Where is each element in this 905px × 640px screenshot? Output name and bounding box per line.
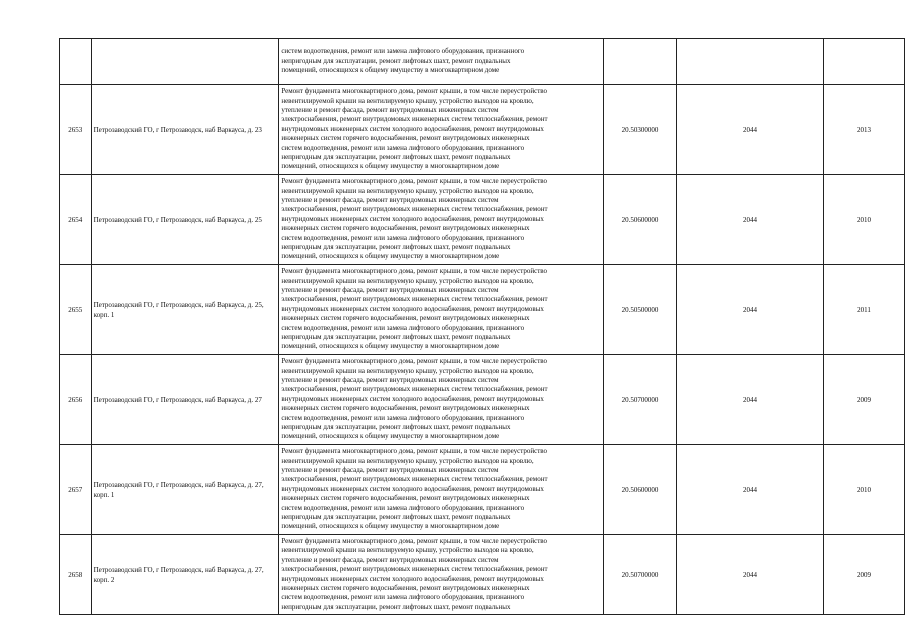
table-row: [60, 445, 905, 535]
cell-number: 2655: [60, 265, 92, 355]
cell-address: [91, 39, 279, 85]
cell-works: [279, 265, 604, 355]
cell-plan-year: 2044: [676, 445, 823, 535]
cell-year: [823, 39, 904, 85]
cell-number: 2656: [60, 355, 92, 445]
cell-cost: 20.50600000: [603, 175, 676, 265]
cell-number: 2657: [60, 445, 92, 535]
cell-number: 2653: [60, 85, 92, 175]
table-row: [60, 175, 905, 265]
cell-year: 2011: [823, 265, 904, 355]
cell-plan-year: 2044: [676, 265, 823, 355]
cell-year: 2009: [823, 355, 904, 445]
cell-number: 2654: [60, 175, 92, 265]
cell-year: 2010: [823, 175, 904, 265]
table-row: [60, 355, 905, 445]
cell-plan-year: 2044: [676, 355, 823, 445]
cell-plan-year: [676, 39, 823, 85]
cell-address: Петрозаводский ГО, г Петрозаводск, наб Варкауса, д. 25: [91, 175, 279, 265]
cell-number: [60, 39, 92, 85]
table-row-continued: [60, 39, 905, 85]
cell-year: 2010: [823, 445, 904, 535]
cell-cost: 20.50500000: [603, 265, 676, 355]
cell-address: Петрозаводский ГО, г Петрозаводск, наб Варкауса, д. 27, корп. 1: [91, 445, 279, 535]
cell-address: Петрозаводский ГО, г Петрозаводск, наб Варкауса, д. 25, корп. 1: [91, 265, 279, 355]
cell-works: [279, 85, 604, 175]
table-row: [60, 535, 905, 615]
works-text: Ремонт фундамента многоквартирного дома, ремонт крыши, в том числе переустройство невентилируемой крыши на вентилируемую крышу, устройство выходов на кровлю, утепление и ремонт фасада, ремонт внутридомовых инженерных систем электроснабжения, ремонт внутридомовых инженерных систем теплоснабжения, ремонт внутридомовых инженерных систем холодного водоснабжения, ремонт внутридомовых инженерных систем горячего водоснабжения, ремонт внутридомовых инженерных систем водоотведения, ремонт или замена лифтового оборудования, признанного непригодным для эксплуатации, ремонт лифтовых шахт, ремонт подвальных помещений, относящихся к общему имуществу в многоквартирном доме: [281, 267, 548, 351]
works-text: Ремонт фундамента многоквартирного дома, ремонт крыши, в том числе переустройство невентилируемой крыши на вентилируемую крышу, устройство выходов на кровлю, утепление и ремонт фасада, ремонт внутридомовых инженерных систем электроснабжения, ремонт внутридомовых инженерных систем теплоснабжения, ремонт внутридомовых инженерных систем холодного водоснабжения, ремонт внутридомовых инженерных систем горячего водоснабжения, ремонт внутридомовых инженерных систем водоотведения, ремонт или замена лифтового оборудования, признанного непригодным для эксплуатации, ремонт лифтовых шахт, ремонт подвальных помещений, относящихся к общему имуществу в многоквартирном доме: [281, 447, 548, 531]
cell-works: [279, 355, 604, 445]
cell-works: [279, 39, 604, 85]
works-text: Ремонт фундамента многоквартирного дома, ремонт крыши, в том числе переустройство невентилируемой крыши на вентилируемую крышу, устройство выходов на кровлю, утепление и ремонт фасада, ремонт внутридомовых инженерных систем электроснабжения, ремонт внутридомовых инженерных систем теплоснабжения, ремонт внутридомовых инженерных систем холодного водоснабжения, ремонт внутридомовых инженерных систем горячего водоснабжения, ремонт внутридомовых инженерных систем водоотведения, ремонт или замена лифтового оборудования, признанного непригодным для эксплуатации, ремонт лифтовых шахт, ремонт подвальных: [281, 536, 548, 611]
works-text: Ремонт фундамента многоквартирного дома, ремонт крыши, в том числе переустройство невентилируемой крыши на вентилируемую крышу, устройство выходов на кровлю, утепление и ремонт фасада, ремонт внутридомовых инженерных систем электроснабжения, ремонт внутридомовых инженерных систем теплоснабжения, ремонт внутридомовых инженерных систем холодного водоснабжения, ремонт внутридомовых инженерных систем горячего водоснабжения, ремонт внутридомовых инженерных систем водоотведения, ремонт или замена лифтового оборудования, признанного непригодным для эксплуатации, ремонт лифтовых шахт, ремонт подвальных помещений, относящихся к общему имуществу в многоквартирном доме: [281, 87, 548, 171]
cell-cost: 20.50700000: [603, 355, 676, 445]
cell-plan-year: 2044: [676, 85, 823, 175]
cell-plan-year: 2044: [676, 535, 823, 615]
works-text: систем водоотведения, ремонт или замена лифтового оборудования, признанного непригодным для эксплуатации, ремонт лифтовых шахт, ремонт подвальных помещений, относящихся к общему имуществу в многоквартирном доме: [281, 47, 525, 75]
cell-cost: [603, 39, 676, 85]
cell-cost: 20.50600000: [603, 445, 676, 535]
works-text: Ремонт фундамента многоквартирного дома, ремонт крыши, в том числе переустройство невентилируемой крыши на вентилируемую крышу, устройство выходов на кровлю, утепление и ремонт фасада, ремонт внутридомовых инженерных систем электроснабжения, ремонт внутридомовых инженерных систем теплоснабжения, ремонт внутридомовых инженерных систем холодного водоснабжения, ремонт внутридомовых инженерных систем горячего водоснабжения, ремонт внутридомовых инженерных систем водоотведения, ремонт или замена лифтового оборудования, признанного непригодным для эксплуатации, ремонт лифтовых шахт, ремонт подвальных помещений, относящихся к общему имуществу в многоквартирном доме: [281, 357, 548, 441]
cell-works: [279, 175, 604, 265]
cell-year: 2009: [823, 535, 904, 615]
works-text: Ремонт фундамента многоквартирного дома, ремонт крыши, в том числе переустройство невентилируемой крыши на вентилируемую крышу, устройство выходов на кровлю, утепление и ремонт фасада, ремонт внутридомовых инженерных систем электроснабжения, ремонт внутридомовых инженерных систем теплоснабжения, ремонт внутридомовых инженерных систем холодного водоснабжения, ремонт внутридомовых инженерных систем горячего водоснабжения, ремонт внутридомовых инженерных систем водоотведения, ремонт или замена лифтового оборудования, признанного непригодным для эксплуатации, ремонт лифтовых шахт, ремонт подвальных помещений, относящихся к общему имуществу в многоквартирном доме: [281, 177, 548, 261]
cell-address: Петрозаводский ГО, г Петрозаводск, наб Варкауса, д. 27: [91, 355, 279, 445]
table-row: [60, 265, 905, 355]
cell-works: [279, 445, 604, 535]
cell-cost: 20.50700000: [603, 535, 676, 615]
cell-address: Петрозаводский ГО, г Петрозаводск, наб Варкауса, д. 27, корп. 2: [91, 535, 279, 615]
cell-number: 2658: [60, 535, 92, 615]
cell-cost: 20.50300000: [603, 85, 676, 175]
cell-address: Петрозаводский ГО, г Петрозаводск, наб Варкауса, д. 23: [91, 85, 279, 175]
cell-works: [279, 535, 604, 615]
cell-plan-year: 2044: [676, 175, 823, 265]
register-table: [59, 38, 905, 615]
cell-year: 2013: [823, 85, 904, 175]
table-row: [60, 85, 905, 175]
